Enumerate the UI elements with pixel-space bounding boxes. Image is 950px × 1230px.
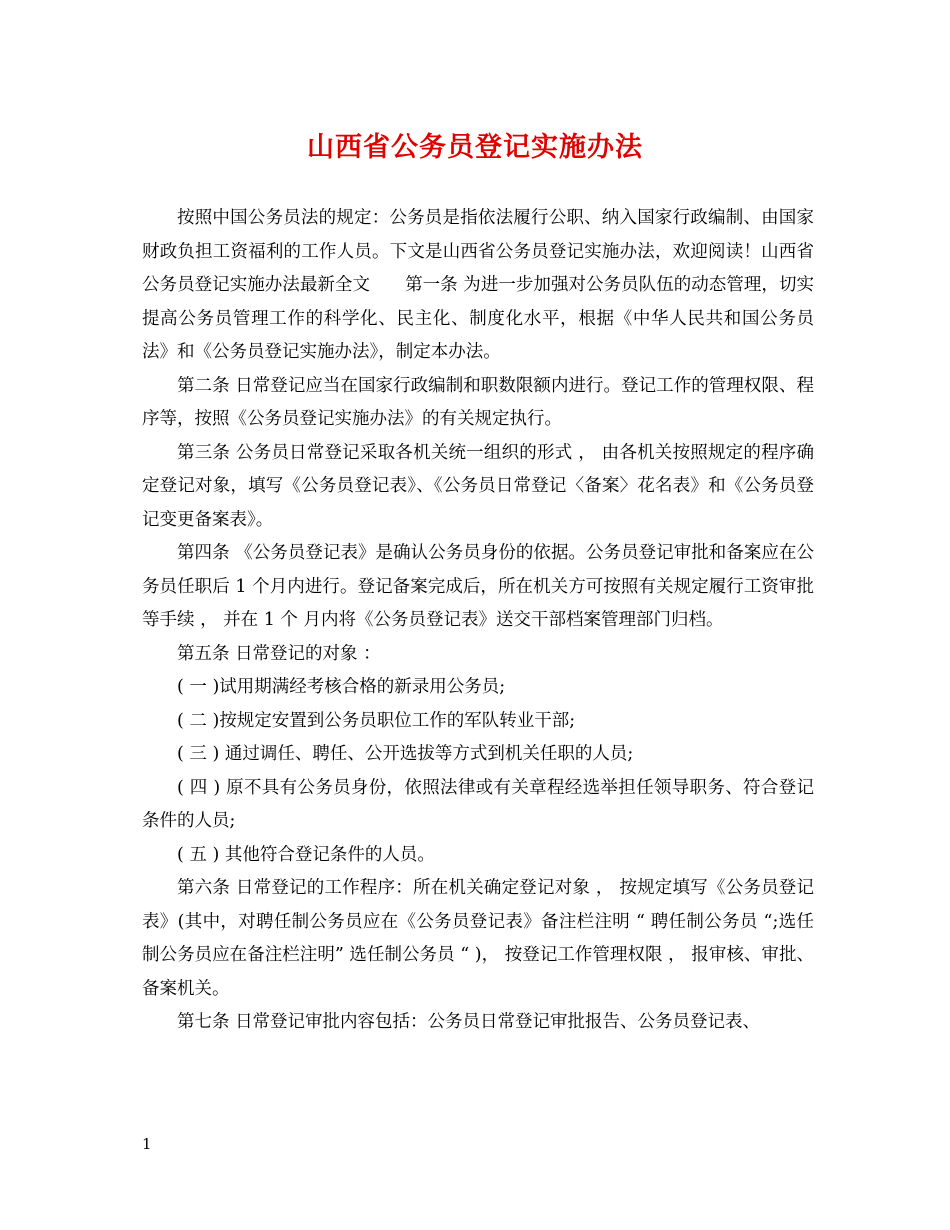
paragraph-article-5: 第五条 日常登记的对象 ：: [177, 643, 381, 664]
paragraph-article-2: 第二条 日常登记应当在国家行政编制和职数限额内进行。登记工作的管理权限、程序等，按照《公务员登记实施办法》的有关规定执行。: [142, 375, 814, 429]
paragraph-article-7: 第七条 日常登记审批内容包括：公务员日常登记审批报告、公务员登记表、: [177, 1012, 761, 1032]
list-item-4: ( 四 ) 原不具有公务员身份，依照法律或有关章程经选举担任领导职务、符合登记条件的人员;: [142, 777, 814, 831]
paragraph-article-4: 第四条 《公务员登记表》是确认公务员身份的依据。公务员登记审批和备案应在公务员任职后 1 个月内进行。登记备案完成后，所在机关方可按照有关规定履行工资审批等手续 ， 并在 1 个 月内将《公务员登记表》送交干部档案管理部门归档。: [142, 543, 814, 630]
paragraph-article-3: 第三条 公务员日常登记采取各机关统一组织的形式 ， 由各机关按照规定的程序确定登记对象，填写《公务员登记表》、《公务员日常登记〈备案〉花名表》和《公务员登记变更备案表》。: [142, 442, 814, 530]
list-item-1: ( 一 )试用期满经考核合格的新录用公务员;: [177, 677, 506, 697]
paragraph-intro: 按照中国公务员法的规定：公务员是指依法履行公职、纳入国家行政编制、由国家财政负担工资福利的工作人员。下文是山西省公务员登记实施办法，欢迎阅读！山西省公务员登记实施办法最新全文 第一条 为进一步加强对公务员队伍的动态管理，切实提高公务员管理工作的科学化、民主化、制度化水平，根据《中华人民共和国公务员法》和《公务员登记实施办法》，制定本办法。: [142, 208, 814, 362]
list-item-3: ( 三 ) 通过调任、聘任、公开选拔等方式到机关任职的人员;: [177, 744, 634, 764]
document-body: [142, 202, 814, 1040]
page-number: 1: [142, 1135, 152, 1153]
paragraph-article-6: 第六条 日常登记的工作程序：所在机关确定登记对象 ， 按规定填写《公务员登记表》(其中，对聘任制公务员应在《公务员登记表》备注栏注明 “ 聘任制公务员 “;选任制公务员应在备注栏注明” 选任制公务员 “ )， 按登记工作管理权限 ， 报审核、审批、备案机关。: [142, 878, 814, 999]
list-item-5: ( 五 ) 其他符合登记条件的人员。: [177, 844, 435, 865]
document-title: 山西省公务员登记实施办法: [307, 132, 643, 163]
list-item-2: ( 二 )按规定安置到公务员职位工作的军队转业干部;: [177, 710, 576, 731]
